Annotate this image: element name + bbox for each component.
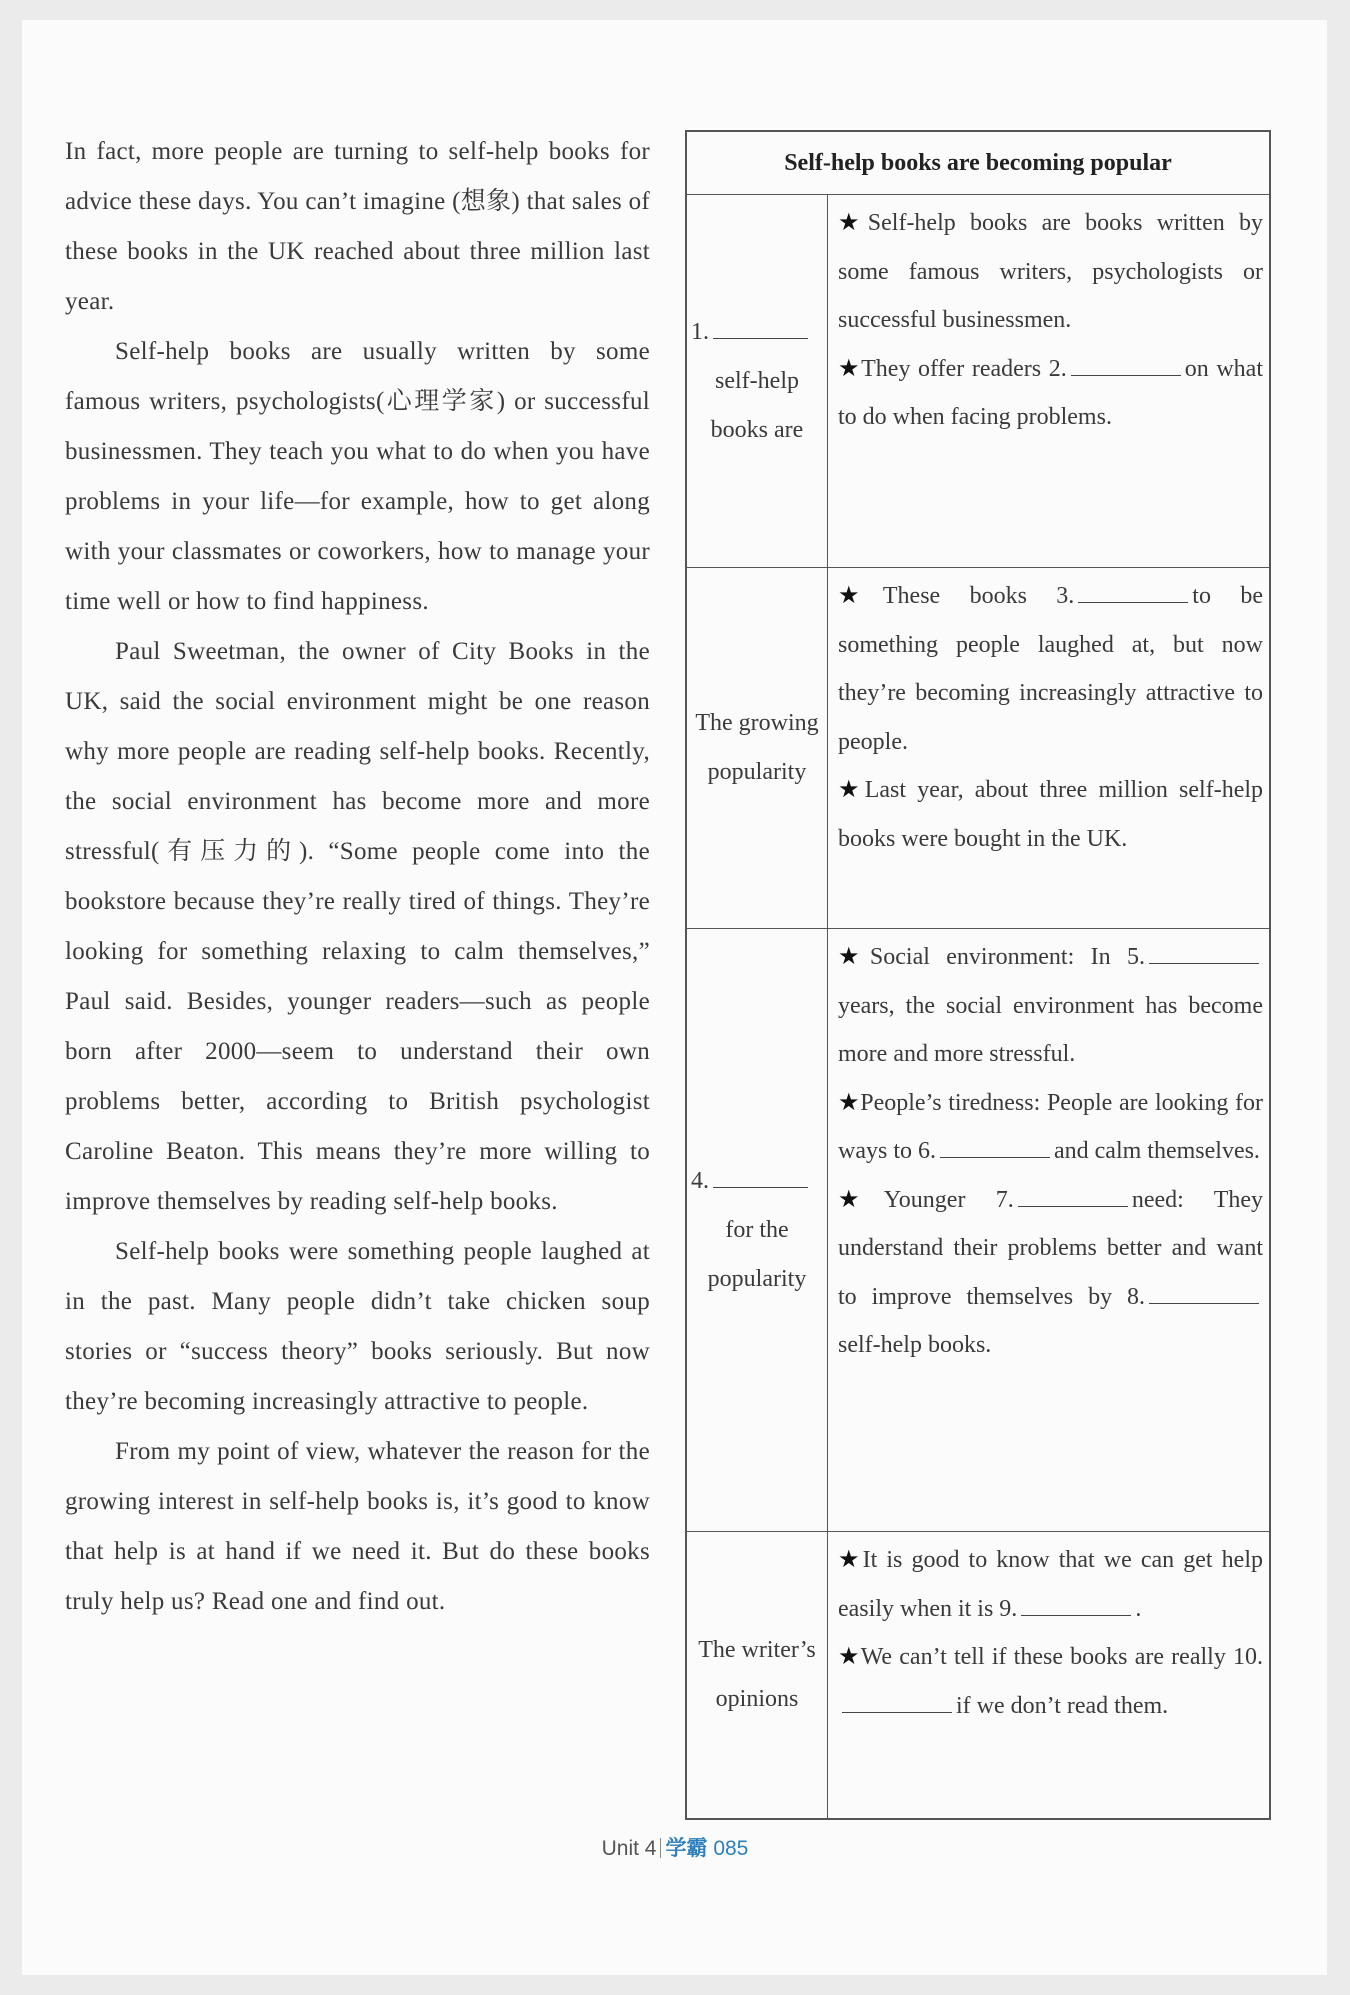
table-row: [687, 195, 1269, 568]
answer-blank-5[interactable]: [1149, 943, 1259, 964]
star-icon: ★: [838, 210, 868, 236]
summary-table: [685, 130, 1271, 1820]
answer-blank-9[interactable]: [1021, 1595, 1131, 1616]
row-label: 4. for the popularity: [687, 929, 828, 1531]
star-icon: ★: [838, 1644, 861, 1670]
table-row: [687, 568, 1269, 929]
star-icon: ★: [838, 777, 865, 803]
row-content: ★Social environment: In 5.years, the social environment has become more and more stressful. ★People’s tiredness: People are looking for ways to 6. and calm themselves. ★Younger 7. need: They understand their problems better and want to improve themselves by 8.self-help books.: [838, 944, 1264, 1358]
reading-passage: [65, 127, 650, 1627]
answer-blank-4[interactable]: [713, 1167, 808, 1188]
row-content: ★It is good to know that we can get help easily when it is 9. . ★We can’t tell if these books are really 10.if we don’t read them.: [838, 1547, 1264, 1719]
star-icon: ★: [838, 944, 870, 970]
divider: [660, 1838, 661, 1858]
row-label: The writer’s opinions: [687, 1532, 828, 1818]
star-icon: ★: [838, 355, 862, 382]
paragraph-2: Self-help books are usually written by some famous writers, psychologists(心理学家) or successful businessmen. They teach you what to do when you have problems in your life—for example, how to get along with your classmates or coworkers, how to manage your time well or how to find happiness.: [65, 338, 650, 615]
answer-blank-6[interactable]: [940, 1137, 1050, 1158]
paragraph-3: Paul Sweetman, the owner of City Books in the UK, said the social environment might be one reason why more people are reading self-help books. Recently, the social environment has become more and more stressful(有压力的). “Some people come into the bookstore because they’re really tired of things. They’re looking for something relaxing to calm themselves,” Paul said. Besides, younger readers—such as people born after 2000—seem to understand their own problems better, according to British psychologist Caroline Beaton. This means they’re more willing to improve themselves by reading self-help books.: [65, 638, 650, 1215]
star-icon: ★: [838, 583, 883, 609]
star-icon: ★: [838, 1547, 863, 1573]
page-footer: [0, 1832, 1350, 1862]
answer-blank-1[interactable]: [713, 318, 808, 339]
page-number: 085: [713, 1837, 749, 1860]
unit-label: Unit 4: [601, 1837, 657, 1860]
table-title: Self-help books are becoming popular: [687, 132, 1269, 195]
answer-blank-10[interactable]: [842, 1692, 952, 1713]
row-label: The growing popularity: [687, 568, 828, 928]
star-icon: ★: [838, 1089, 861, 1116]
table-row: [687, 1532, 1269, 1818]
paragraph-1: In fact, more people are turning to self-help books for advice these days. You can’t imagine (想象) that sales of these books in the UK reached about three million last year.: [65, 138, 650, 315]
answer-blank-2[interactable]: [1071, 355, 1181, 376]
answer-blank-7[interactable]: [1018, 1186, 1128, 1207]
answer-blank-8[interactable]: [1149, 1283, 1259, 1304]
answer-blank-3[interactable]: [1078, 582, 1188, 603]
paragraph-5: From my point of view, whatever the reason for the growing interest in self-help books is, it’s good to know that help is at hand if we need it. But do these books truly help us? Read one and find out.: [65, 1438, 650, 1615]
brand-logo: 学霸: [665, 1837, 708, 1860]
star-icon: ★: [838, 1186, 884, 1213]
table-row: [687, 929, 1269, 1532]
row-label: 1. self-help books are: [687, 195, 828, 567]
paragraph-4: Self-help books were something people laughed at in the past. Many people didn’t take chicken soup stories or “success theory” books seriously. But now they’re becoming increasingly attractive to people.: [65, 1238, 650, 1415]
row-content: ★These books 3. to be something people laughed at, but now they’re becoming increasingly attractive to people. ★Last year, about three million self-help books were bought in the UK.: [838, 583, 1264, 852]
row-content: ★Self-help books are books written by some famous writers, psychologists or successful businessmen. ★They offer readers 2. on what to do when facing problems.: [838, 210, 1263, 430]
